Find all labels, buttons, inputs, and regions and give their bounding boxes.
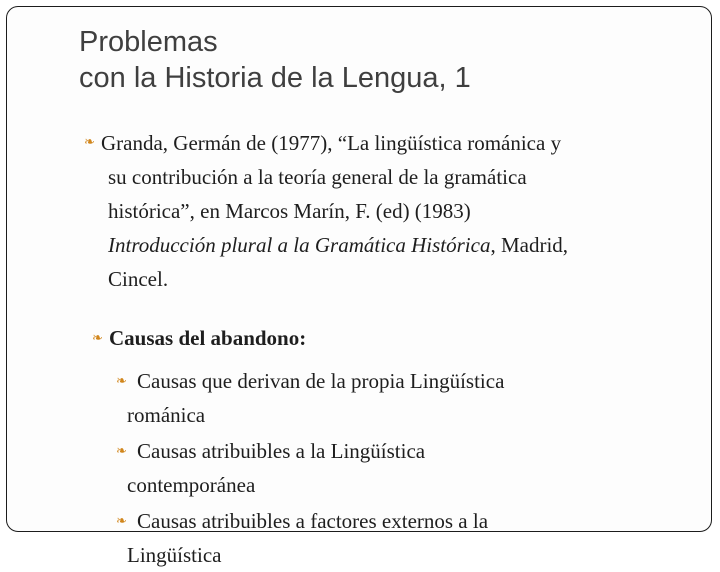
causes-heading-label: Causas del abandono: bbox=[109, 326, 307, 350]
slide-title bbox=[79, 24, 471, 96]
scroll-bullet-icon: ❧ bbox=[116, 444, 127, 459]
reference-line5: Cincel. bbox=[108, 267, 169, 291]
reference-line2: su contribución a la teoría general de la gramática bbox=[108, 165, 527, 189]
sub-bullet-line2: contemporánea bbox=[127, 473, 256, 497]
sub-bullet-line1: Causas atribuibles a factores externos a la bbox=[137, 509, 489, 533]
sub-bullet-line2: románica bbox=[127, 403, 206, 427]
sub-bullet-item bbox=[116, 504, 697, 572]
scroll-bullet-icon: ❧ bbox=[84, 135, 95, 150]
reference-line1: Granda, Germán de (1977), “La lingüística románica y bbox=[101, 131, 562, 155]
reference-line3: histórica”, en Marcos Marín, F. (ed) (1983) bbox=[108, 199, 471, 223]
slide-title-line2: con la Historia de la Lengua, 1 bbox=[79, 62, 471, 94]
sub-bullet-line1: Causas atribuibles a la Lingüística bbox=[137, 439, 426, 463]
slide-title-line1: Problemas bbox=[79, 26, 218, 58]
bullet-reference bbox=[84, 126, 701, 296]
sub-bullet-line1: Causas que derivan de la propia Lingüística bbox=[137, 369, 505, 393]
reference-book-title: Introducción plural a la Gramática Histórica bbox=[108, 233, 491, 257]
scroll-bullet-icon: ❧ bbox=[116, 374, 127, 389]
scroll-bullet-icon: ❧ bbox=[116, 514, 127, 529]
slide-frame bbox=[6, 6, 712, 567]
scroll-bullet-icon: ❧ bbox=[92, 331, 103, 346]
sub-bullet-line2: Lingüística bbox=[127, 543, 222, 567]
sub-bullet-item bbox=[116, 434, 697, 502]
sub-bullet-item bbox=[116, 364, 697, 432]
reference-line4-rest: , Madrid, bbox=[490, 233, 569, 257]
bullet-causes-heading bbox=[92, 321, 669, 355]
